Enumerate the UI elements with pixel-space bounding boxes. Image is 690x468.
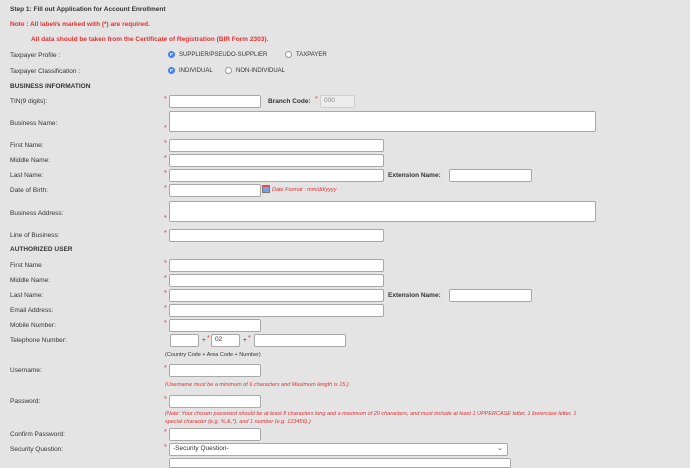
- required-marker: *: [315, 96, 318, 103]
- security-question-label: Security Question:: [10, 446, 64, 453]
- last-name-input[interactable]: [169, 169, 384, 182]
- radio-taxpayer-label[interactable]: TAXPAYER: [296, 52, 327, 58]
- line-of-business-input[interactable]: [169, 229, 384, 242]
- radio-taxpayer[interactable]: [285, 51, 292, 58]
- radio-supplier-label[interactable]: SUPPLIER/PSEUDO-SUPPLIER: [179, 52, 268, 58]
- mobile-label: Mobile Number:: [10, 322, 56, 329]
- required-marker: *: [164, 444, 167, 451]
- extension-name-input[interactable]: [449, 169, 532, 182]
- first-name-label: First Name:: [10, 142, 44, 149]
- tin-label: TIN(9 digits):: [10, 98, 48, 105]
- au-extension-name-input[interactable]: [449, 289, 532, 302]
- au-first-name-label: First Name: [10, 262, 42, 269]
- required-marker: *: [164, 170, 167, 177]
- telephone-number-input[interactable]: [254, 334, 346, 347]
- tin-input[interactable]: [169, 95, 261, 108]
- mobile-input[interactable]: [169, 319, 261, 332]
- radio-individual-label[interactable]: INDIVIDUAL: [179, 68, 213, 74]
- line-of-business-label: Line of Business:: [10, 232, 60, 239]
- required-marker: *: [164, 429, 167, 436]
- security-question-select[interactable]: [169, 443, 508, 456]
- au-middle-name-label: Middle Name:: [10, 277, 51, 284]
- required-marker: *: [248, 335, 251, 342]
- au-extension-name-label: Extension Name:: [388, 292, 441, 299]
- username-label: Username:: [10, 367, 42, 374]
- business-info-title: BUSINESS INFORMATION: [10, 83, 91, 90]
- middle-name-input[interactable]: [169, 154, 384, 167]
- au-last-name-input[interactable]: [169, 289, 384, 302]
- dob-label: Date of Birth:: [10, 187, 48, 194]
- business-name-input[interactable]: [169, 111, 596, 132]
- taxpayer-classification-label: Taxpayer Classification :: [10, 68, 81, 75]
- telephone-area-code-input[interactable]: 02: [211, 334, 240, 347]
- radio-non-individual-label[interactable]: NON-INDIVIDUAL: [236, 68, 286, 74]
- email-label: Email Address:: [10, 307, 54, 314]
- username-hint: (Username must be a minimum of 6 characters and Maximum length is 15.): [165, 382, 349, 388]
- plus-sign: +: [243, 337, 247, 344]
- dob-format-hint: Date Format : mm/dd/yyyy: [272, 187, 337, 193]
- extension-name-label: Extension Name:: [388, 172, 441, 179]
- business-address-input[interactable]: [169, 201, 596, 222]
- radio-supplier[interactable]: [168, 51, 175, 58]
- email-input[interactable]: [169, 304, 384, 317]
- password-label: Password:: [10, 398, 41, 405]
- username-input[interactable]: [169, 364, 261, 377]
- required-marker: *: [164, 275, 167, 282]
- telephone-label: Telephone Number:: [10, 337, 67, 344]
- password-hint-line1: (Note: Your chosen password should be at least 8 characters long and a maximum of 20 characters, and must include at least 1 UPPERCASE letter, 1 lowercase letter, 1: [165, 411, 577, 417]
- source-note: All data should be taken from the Certificate of Registration (BIR Form 2303).: [31, 36, 269, 43]
- radio-non-individual[interactable]: [225, 67, 232, 74]
- step-title: Step 1: Fill out Application for Account Enrollment: [10, 6, 166, 13]
- confirm-password-label: Confirm Password:: [10, 431, 65, 438]
- telephone-country-code-input[interactable]: [170, 334, 199, 347]
- security-question-value: -Security Question-: [173, 445, 229, 452]
- dob-input[interactable]: [169, 184, 261, 197]
- required-marker: *: [207, 335, 210, 342]
- security-answer-input[interactable]: [169, 458, 511, 468]
- calendar-icon[interactable]: [262, 185, 270, 193]
- required-note: Note : All label/s marked with (*) are required.: [10, 21, 150, 28]
- required-marker: *: [164, 365, 167, 372]
- required-marker: *: [164, 305, 167, 312]
- required-marker: *: [164, 140, 167, 147]
- middle-name-label: Middle Name:: [10, 157, 51, 164]
- chevron-down-icon: ⌄: [497, 445, 503, 452]
- branch-code-input[interactable]: 000: [320, 95, 355, 108]
- required-marker: *: [164, 215, 167, 222]
- required-marker: *: [164, 290, 167, 297]
- required-marker: *: [164, 260, 167, 267]
- required-marker: *: [164, 155, 167, 162]
- au-first-name-input[interactable]: [169, 259, 384, 272]
- confirm-password-input[interactable]: [169, 428, 261, 441]
- business-address-label: Business Address:: [10, 210, 64, 217]
- authorized-user-title: AUTHORIZED USER: [10, 246, 73, 253]
- required-marker: *: [164, 396, 167, 403]
- required-marker: *: [164, 320, 167, 327]
- branch-code-label: Branch Code:: [268, 98, 311, 105]
- au-last-name-label: Last Name:: [10, 292, 44, 299]
- first-name-input[interactable]: [169, 139, 384, 152]
- business-name-label: Business Name:: [10, 120, 58, 127]
- au-middle-name-input[interactable]: [169, 274, 384, 287]
- required-marker: *: [164, 96, 167, 103]
- password-input[interactable]: [169, 395, 261, 408]
- required-marker: *: [164, 185, 167, 192]
- radio-individual[interactable]: [168, 67, 175, 74]
- telephone-hint: (Country Code + Area Code + Number): [165, 352, 261, 358]
- required-marker: *: [164, 125, 167, 132]
- password-hint-line2: special character (e.g. %,&,*), and 1 number (e.g. 123456).): [165, 419, 311, 425]
- taxpayer-profile-label: Taxpayer Profile :: [10, 52, 61, 59]
- plus-sign: +: [202, 337, 206, 344]
- last-name-label: Last Name:: [10, 172, 44, 179]
- required-marker: *: [164, 230, 167, 237]
